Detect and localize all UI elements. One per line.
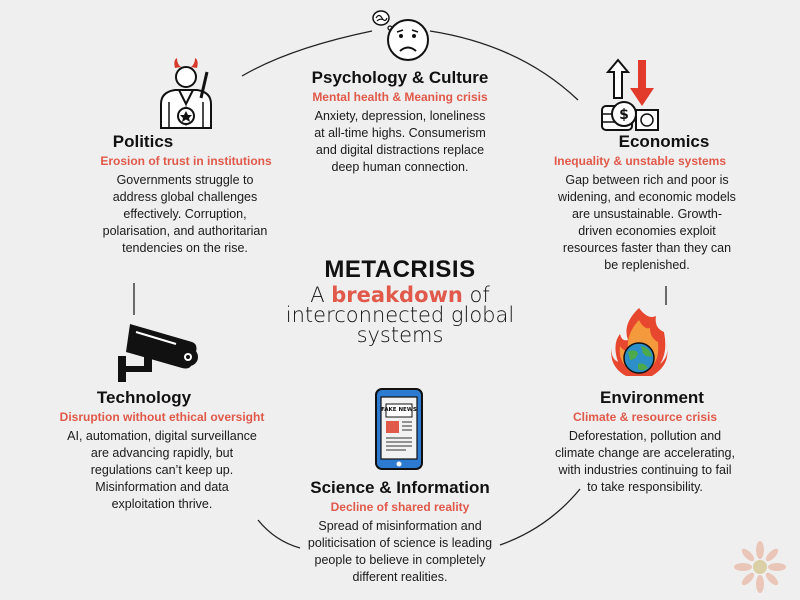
- node-description: Anxiety, depression, loneliness at all-time highs. Consumerism and digital distractions replace deep human connection.: [314, 109, 486, 174]
- node-title: Economics: [618, 132, 710, 151]
- node-politics: [88, 132, 284, 257]
- coins-arrows-icon: [600, 58, 664, 132]
- node-title: Psychology & Culture: [311, 68, 489, 87]
- center-line-3: systems: [356, 323, 444, 347]
- center-line-1: [275, 285, 525, 305]
- node-description: Spread of misinformation and politicisation of science is leading people to believe in completely different realities.: [307, 519, 493, 584]
- node-description: Deforestation, pollution and climate change are accelerating, with industries continuing to fail to take responsibility.: [555, 429, 735, 494]
- arc-technology-science: [258, 520, 300, 548]
- node-subtitle: Decline of shared reality: [330, 500, 470, 514]
- politician-devil-icon: [155, 58, 217, 132]
- node-title: Technology: [96, 388, 192, 407]
- node-subtitle: Climate & resource crisis: [572, 410, 718, 424]
- surveillance-camera-icon: [116, 322, 202, 384]
- node-subtitle: Disruption without ethical oversight: [59, 410, 265, 424]
- node-description: AI, automation, digital surveillance are advancing rapidly, but regulations can’t keep up. Misinformation and data exploitation thrive.: [67, 429, 257, 511]
- arc-environment-science: [500, 489, 580, 545]
- node-environment: [552, 388, 738, 496]
- center-highlight: breakdown: [331, 283, 463, 307]
- node-title: Science & Information: [310, 478, 490, 497]
- node-subtitle: Erosion of trust in institutions: [100, 154, 272, 168]
- node-description: Gap between rich and poor is widening, and economic models are unsustainable. Growth-driven economies exploit resources faster than they can be replenished.: [558, 173, 736, 272]
- center-heading: [275, 255, 525, 345]
- center-line-1-prefix: A: [310, 283, 332, 307]
- fake-news-label: FAKE NEWS: [381, 407, 417, 413]
- page-title: METACRISIS: [324, 256, 476, 283]
- center-line-2: interconnected global: [285, 303, 515, 327]
- node-economics: [540, 132, 740, 274]
- node-title: Environment: [600, 388, 704, 407]
- center-line-1-suffix: of: [462, 283, 490, 307]
- svg-text:$: $: [619, 107, 629, 123]
- node-technology: [46, 388, 278, 513]
- burning-earth-icon: [608, 306, 670, 380]
- node-psychology: [295, 68, 505, 176]
- node-subtitle: Inequality & unstable systems: [553, 154, 727, 168]
- phone-fake-news-icon: [374, 387, 424, 471]
- node-subtitle: Mental health & Meaning crisis: [312, 90, 488, 104]
- flower-logo-icon: [732, 540, 788, 594]
- node-description: Governments struggle to address global challenges effectively. Corruption, polarisation, and authoritarian tendencies on the rise.: [102, 173, 268, 255]
- node-title: Politics: [112, 132, 174, 151]
- node-science: [295, 478, 505, 586]
- sad-face-icon: [368, 4, 432, 68]
